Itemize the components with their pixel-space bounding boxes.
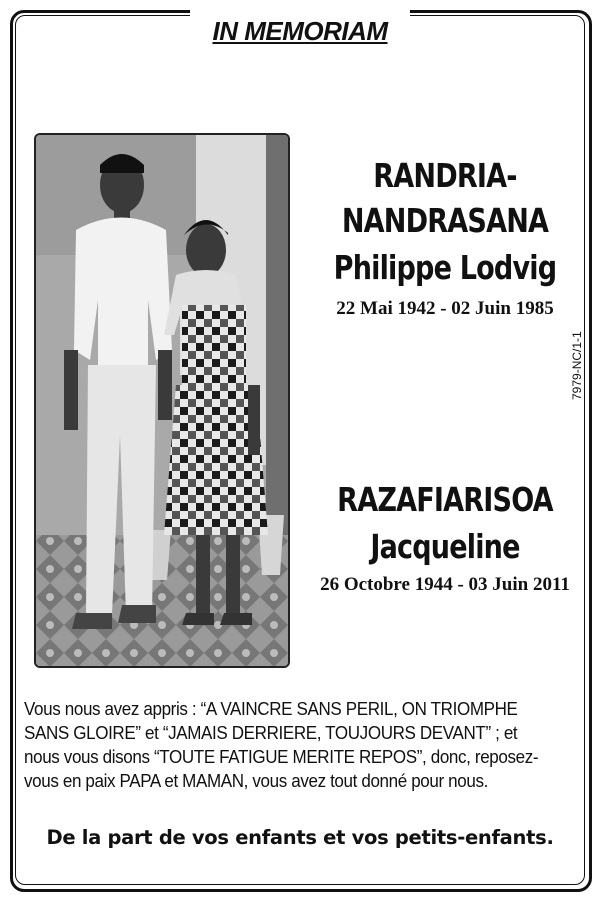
person2-surname: RAZAFIARISOA — [337, 480, 553, 519]
person1-surname-line1: RANDRIA- — [373, 156, 517, 195]
couple-photo-icon — [36, 135, 288, 666]
message-line: vous en paix PAPA et MAMAN, vous avez tout donné pour nous. — [24, 770, 488, 791]
person2-given-name: Jacqueline — [370, 527, 520, 566]
memorial-message — [24, 697, 580, 793]
person1-surname-line2: NANDRASANA — [341, 201, 549, 240]
signature: De la part de vos enfants et vos petits-enfants. — [46, 826, 554, 849]
page-title: IN MEMORIAM — [212, 16, 388, 46]
reference-code: 7979-NC/1-1 — [570, 331, 584, 400]
message-line: Vous nous avez appris : “A VAINCRE SANS PERIL, ON TRIOMPHE — [24, 698, 518, 719]
person2-dates: 26 Octobre 1944 - 03 Juin 2011 — [320, 574, 570, 595]
message-line: nous vous disons “TOUTE FATIGUE MERITE REPOS”, donc, reposez- — [24, 746, 539, 767]
message-line: SANS GLOIRE” et “JAMAIS DERRIERE, TOUJOURS DEVANT” ; et — [24, 722, 518, 743]
couple-photo — [34, 133, 290, 668]
person1-dates: 22 Mai 1942 - 02 Juin 1985 — [336, 298, 554, 319]
person1-given-names: Philippe Lodvig — [333, 248, 557, 287]
